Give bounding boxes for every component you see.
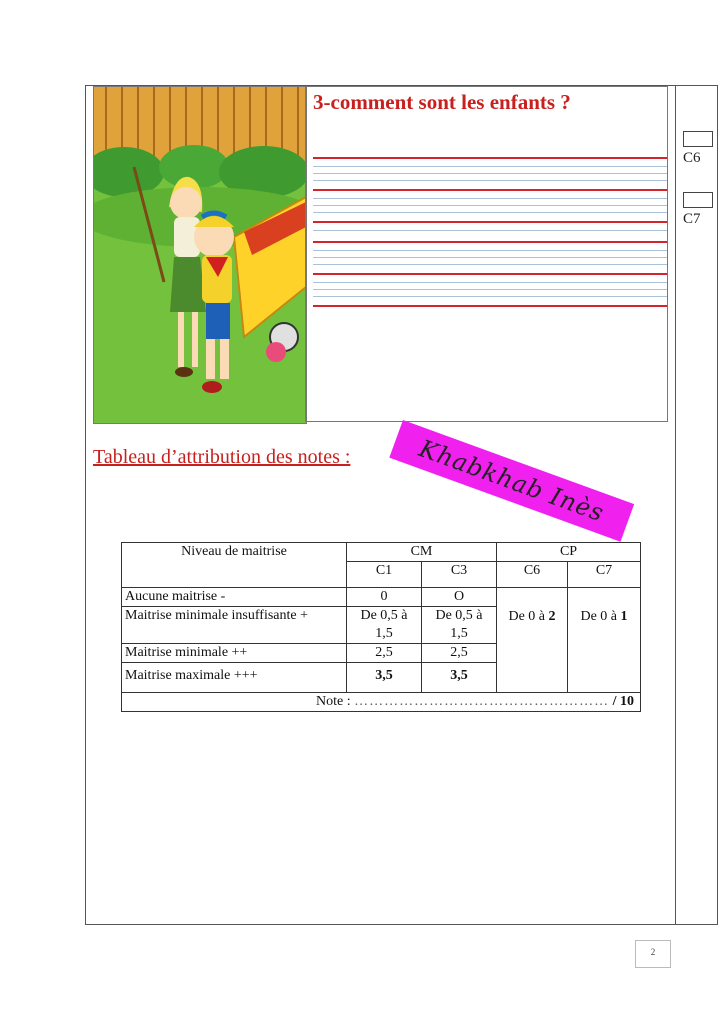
writing-line[interactable] xyxy=(313,212,667,213)
note-input-dots[interactable]: …………………………………………… xyxy=(354,694,610,709)
page-number: 2 xyxy=(635,940,671,968)
writing-line[interactable] xyxy=(313,257,667,258)
writing-line[interactable] xyxy=(313,250,667,251)
writing-line[interactable] xyxy=(313,157,667,159)
writing-line[interactable] xyxy=(313,241,667,243)
subheader-c7: C7 xyxy=(568,562,641,588)
c7-range-prefix: De 0 à xyxy=(580,609,621,624)
row-label: Maitrise minimale ++ xyxy=(122,644,347,663)
cell-c1: 2,5 xyxy=(347,644,422,663)
table-title: Tableau d’attribution des notes : xyxy=(93,446,351,468)
cell-c1: De 0,5 à 1,5 xyxy=(347,607,422,644)
writing-line[interactable] xyxy=(313,189,667,191)
writing-line[interactable] xyxy=(313,289,667,290)
subheader-c3: C3 xyxy=(422,562,497,588)
subheader-c1: C1 xyxy=(347,562,422,588)
writing-line[interactable] xyxy=(313,273,667,275)
c6-range-prefix: De 0 à xyxy=(508,609,549,624)
question-panel xyxy=(305,86,668,422)
c7-range-max: 1 xyxy=(620,609,628,624)
writing-line[interactable] xyxy=(313,296,667,297)
writing-line[interactable] xyxy=(313,264,667,265)
writing-line[interactable] xyxy=(313,205,667,206)
row-label: Maitrise maximale +++ xyxy=(122,663,347,693)
row-label: Maitrise minimale insuffisante + xyxy=(122,607,347,644)
c6-score-box[interactable] xyxy=(683,131,713,147)
question-title: 3-comment sont les enfants ? xyxy=(313,90,571,114)
writing-line[interactable] xyxy=(313,173,667,174)
writing-line[interactable] xyxy=(313,230,667,231)
note-total: / 10 xyxy=(609,694,634,709)
cell-c7-range xyxy=(568,588,641,693)
caillou-illustration xyxy=(93,86,307,424)
side-column-divider xyxy=(675,85,676,925)
writing-line[interactable] xyxy=(313,198,667,199)
cell-c3: 3,5 xyxy=(422,663,497,693)
cell-c3: De 0,5 à 1,5 xyxy=(422,607,497,644)
writing-line[interactable] xyxy=(313,166,667,167)
header-cp: CP xyxy=(497,543,641,562)
cell-c3: 2,5 xyxy=(422,644,497,663)
cell-c6-range xyxy=(497,588,568,693)
stamp-text: Khabkhab Inès xyxy=(415,434,609,528)
cell-c3: O xyxy=(422,588,497,607)
header-cm: CM xyxy=(347,543,497,562)
header-niveau: Niveau de maitrise xyxy=(122,543,347,588)
writing-line[interactable] xyxy=(313,221,667,223)
c6-label: C6 xyxy=(683,150,701,166)
writing-line[interactable] xyxy=(313,180,667,181)
c7-label: C7 xyxy=(683,211,701,227)
note-row xyxy=(122,693,641,712)
subheader-c6: C6 xyxy=(497,562,568,588)
writing-line[interactable] xyxy=(313,305,667,307)
writing-line[interactable] xyxy=(313,282,667,283)
cell-c1: 0 xyxy=(347,588,422,607)
grading-table xyxy=(121,542,641,712)
note-label: Note : xyxy=(316,694,355,709)
c6-range-max: 2 xyxy=(548,609,556,624)
cell-c1: 3,5 xyxy=(347,663,422,693)
c7-score-box[interactable] xyxy=(683,192,713,208)
row-label: Aucune maitrise - xyxy=(122,588,347,607)
